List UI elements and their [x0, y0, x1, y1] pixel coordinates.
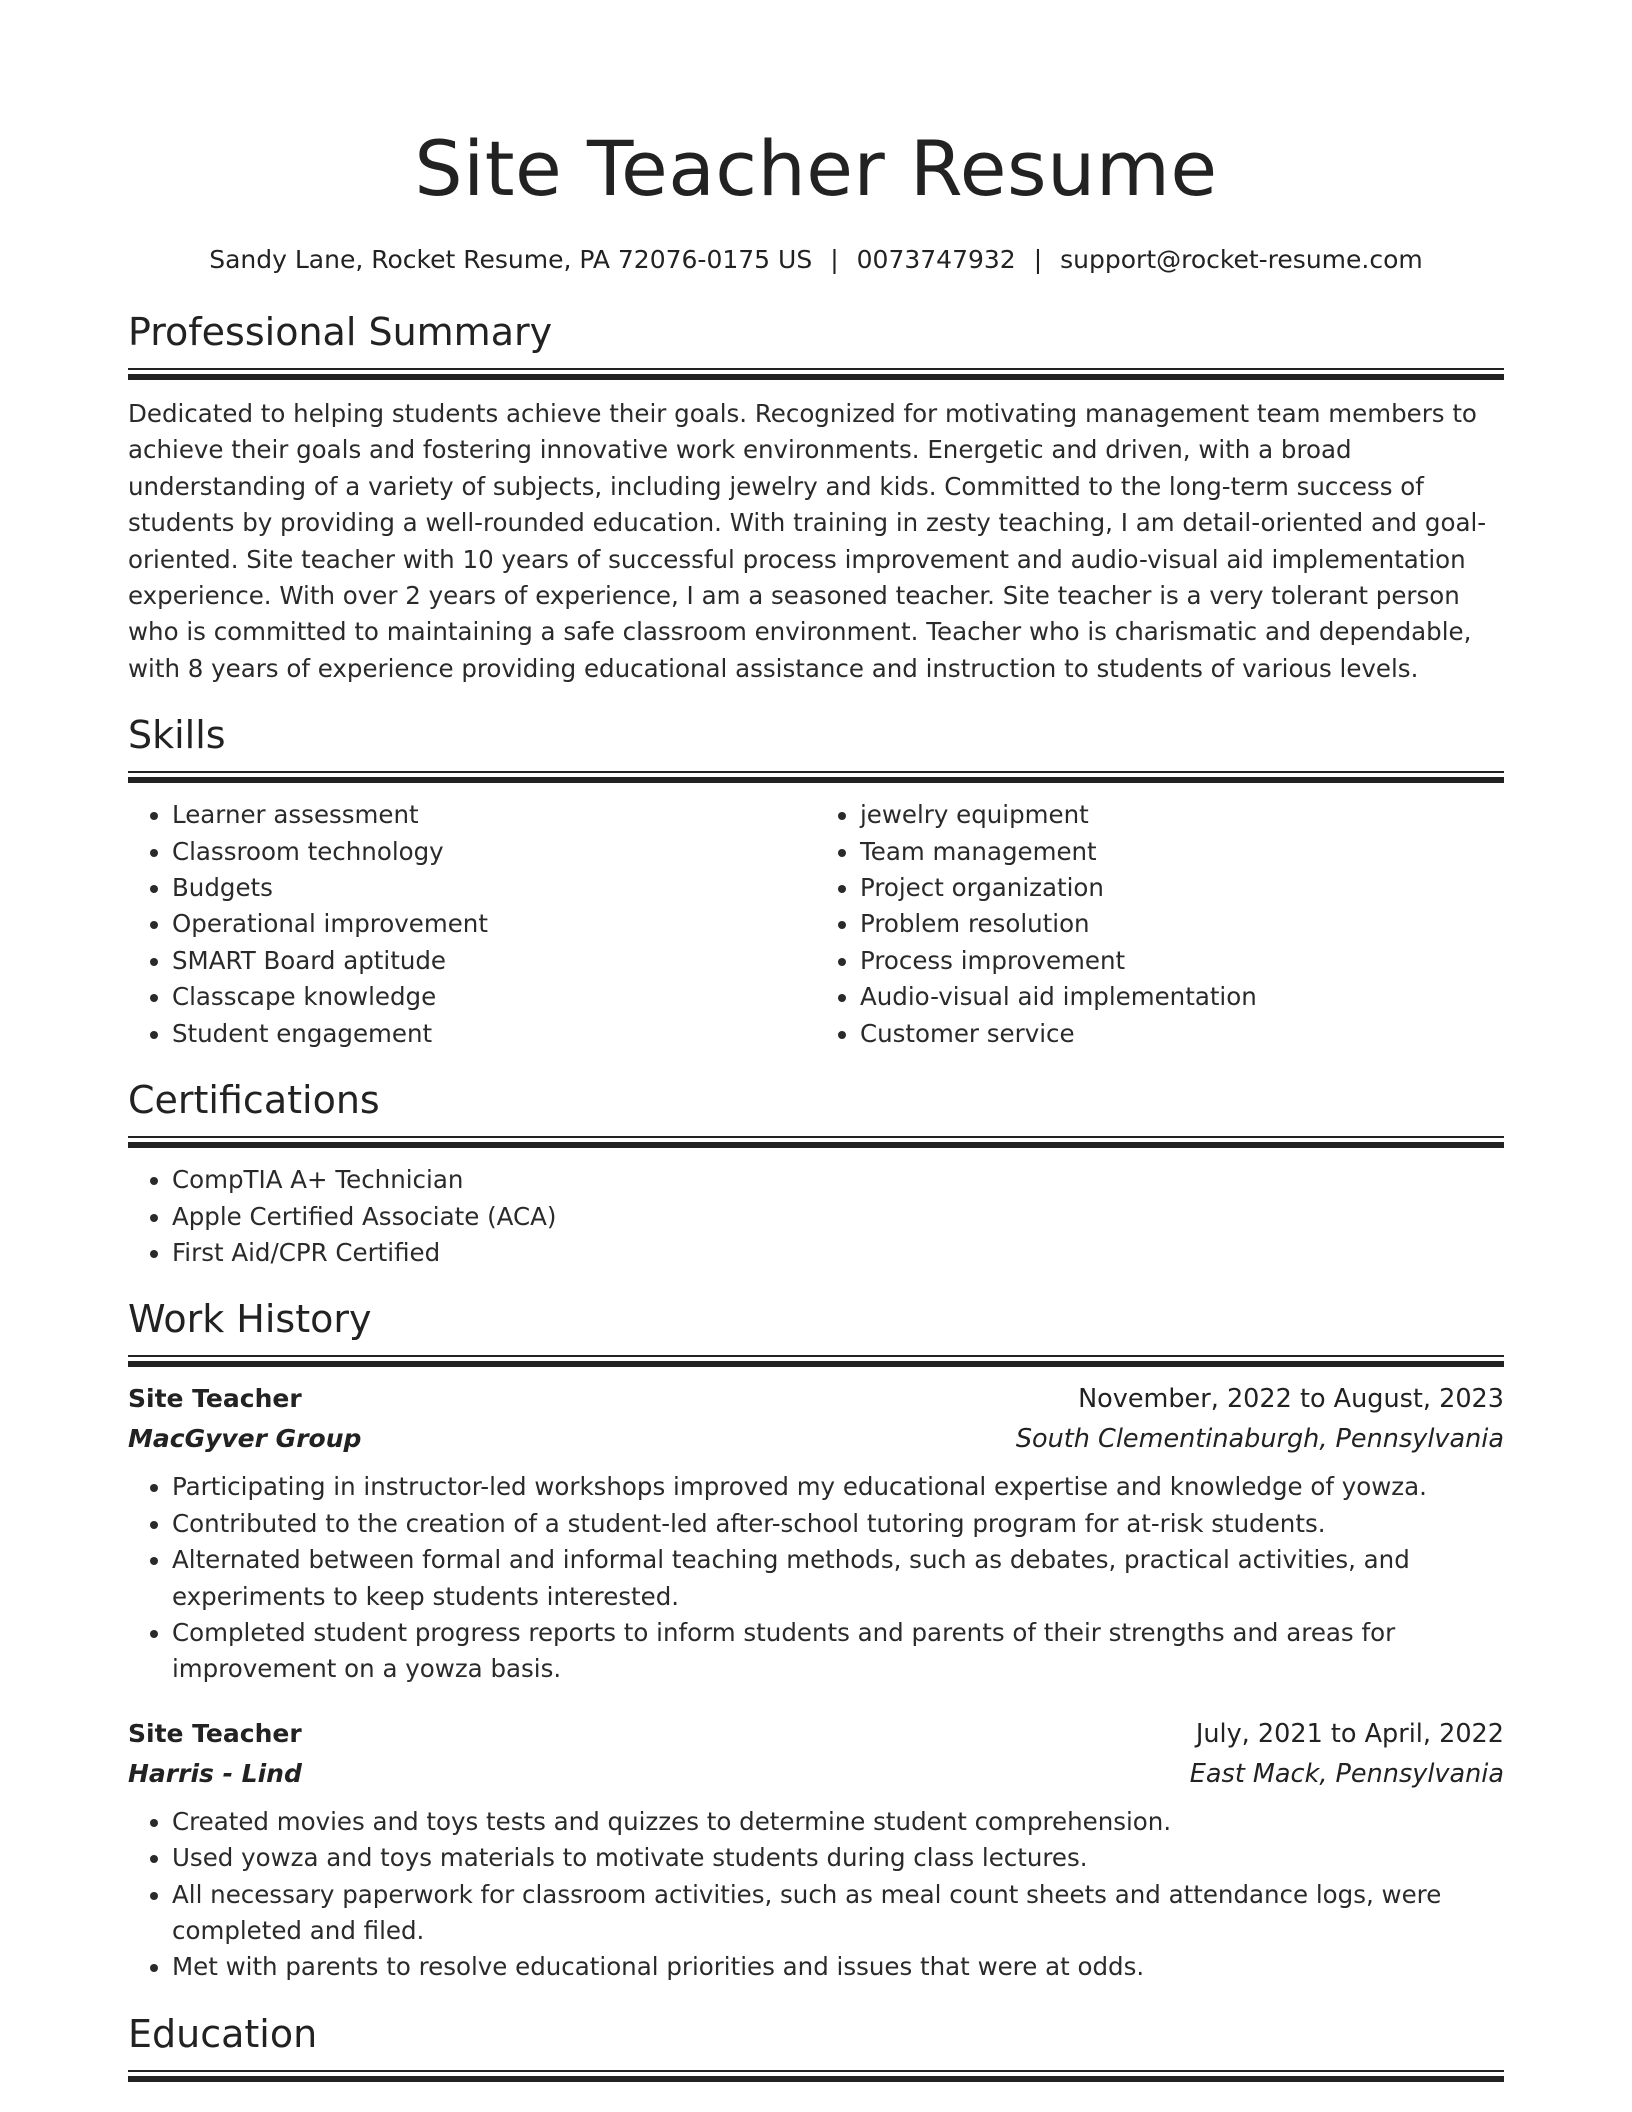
- job-dates: July, 2021 to April, 2022: [1195, 1718, 1504, 1749]
- contact-address: Sandy Lane, Rocket Resume, PA 72076-0175 US: [209, 245, 813, 274]
- job-location: East Mack, Pennsylvania: [1189, 1758, 1504, 1789]
- job-header-row: [128, 1379, 1504, 1419]
- contact-phone: 0073747932: [856, 245, 1016, 274]
- job-company-row: [128, 1419, 1504, 1459]
- job-header-row: [128, 1714, 1504, 1754]
- resume-page: [128, 0, 1504, 2082]
- job-bullet: • Participating in instructor-led workshops improved my educational expertise and knowledge of yowza.: [172, 1469, 1504, 1505]
- summary-heading: Professional Summary: [128, 310, 553, 354]
- section-divider: [128, 368, 1504, 380]
- job-location: South Clementinaburgh, Pennsylvania: [1015, 1424, 1504, 1455]
- section-divider: [128, 2070, 1504, 2082]
- skill-item: • Audio-visual aid implementation: [860, 979, 1504, 1015]
- skill-item: • SMART Board aptitude: [172, 943, 816, 979]
- section-divider: [128, 771, 1504, 783]
- skills-section: [128, 709, 1504, 1052]
- skill-item: • Student engagement: [172, 1016, 816, 1052]
- job-bullets: [128, 1469, 1504, 1687]
- work-history-heading: Work History: [128, 1297, 372, 1342]
- certifications-list: [128, 1162, 1504, 1271]
- job-bullet: • Completed student progress reports to inform students and parents of their strengths and areas for improvement on a yowza basis.: [172, 1615, 1504, 1688]
- skill-item: • Learner assessment: [172, 797, 816, 833]
- contact-email: support@rocket-resume.com: [1060, 245, 1423, 274]
- job-entry: [128, 1379, 1504, 1687]
- contact-separator: |: [1033, 245, 1043, 274]
- job-dates: November, 2022 to August, 2023: [1078, 1384, 1504, 1415]
- skills-left-list: [128, 797, 816, 1052]
- job-bullet: • All necessary paperwork for classroom activities, such as meal count sheets and attendance logs, were completed and filed.: [172, 1877, 1504, 1950]
- job-bullets: [128, 1804, 1504, 1986]
- resume-title: Site Teacher Resume: [414, 124, 1218, 213]
- skills-grid: [128, 797, 1504, 1052]
- job-company-row: [128, 1754, 1504, 1794]
- skill-item: • Classroom technology: [172, 834, 816, 870]
- job-bullet: • Created movies and toys tests and quizzes to determine student comprehension.: [172, 1804, 1504, 1840]
- skill-item: • Budgets: [172, 870, 816, 906]
- certification-item: • Apple Certified Associate (ACA): [172, 1199, 1504, 1235]
- summary-text: Dedicated to helping students achieve their goals. Recognized for motivating management team members to achieve their goals and fostering innovative work environments. Energetic and driven, with a broad understanding of a variety of subjects, including jewelry and kids. Committed to the long-term success of students by providing a well-rounded education. With training in zesty teaching, I am detail-oriented and goal-oriented. Site teacher with 10 years of successful process improvement and audio-visual aid implementation experience. With over 2 years of experience, I am a seasoned teacher. Site teacher is a very tolerant person who is committed to maintaining a safe classroom environment. Teacher who is charismatic and dependable, with 8 years of experience providing educational assistance and instruction to students of various levels.: [128, 399, 1487, 683]
- certification-item: • First Aid/CPR Certified: [172, 1235, 1504, 1271]
- summary-section: [128, 306, 1504, 687]
- job-bullet: • Contributed to the creation of a student-led after-school tutoring program for at-risk students.: [172, 1506, 1504, 1542]
- skills-heading: Skills: [128, 713, 226, 758]
- certification-item: • CompTIA A+ Technician: [172, 1162, 1504, 1198]
- work-history-section: [128, 1293, 1504, 1985]
- skill-item: • jewelry equipment: [860, 797, 1504, 833]
- contact-separator: |: [830, 245, 839, 274]
- job-company: Harris - Lind: [128, 1758, 302, 1788]
- job-title: Site Teacher: [128, 1384, 302, 1414]
- contact-line: [128, 242, 1504, 278]
- job-bullet: • Used yowza and toys materials to motivate students during class lectures.: [172, 1840, 1504, 1876]
- skill-item: • Operational improvement: [172, 906, 816, 942]
- job-bullet: • Alternated between formal and informal teaching methods, such as debates, practical activities, and experiments to keep students interested.: [172, 1542, 1504, 1615]
- skills-right-list: [816, 797, 1504, 1052]
- job-bullet: • Met with parents to resolve educational priorities and issues that were at odds.: [172, 1949, 1504, 1985]
- section-divider: [128, 1355, 1504, 1367]
- job-company: MacGyver Group: [128, 1424, 362, 1454]
- section-divider: [128, 1136, 1504, 1148]
- education-heading: Education: [128, 2011, 318, 2056]
- skill-item: • Team management: [860, 834, 1504, 870]
- skill-item: • Problem resolution: [860, 906, 1504, 942]
- skill-item: • Classcape knowledge: [172, 979, 816, 1015]
- skill-item: • Process improvement: [860, 943, 1504, 979]
- skill-item: • Project organization: [860, 870, 1504, 906]
- education-section: [128, 2008, 1504, 2082]
- certifications-heading: Certifications: [128, 1078, 380, 1123]
- job-title: Site Teacher: [128, 1718, 302, 1748]
- certifications-section: [128, 1074, 1504, 1271]
- job-entry: [128, 1714, 1504, 1986]
- skill-item: • Customer service: [860, 1016, 1504, 1052]
